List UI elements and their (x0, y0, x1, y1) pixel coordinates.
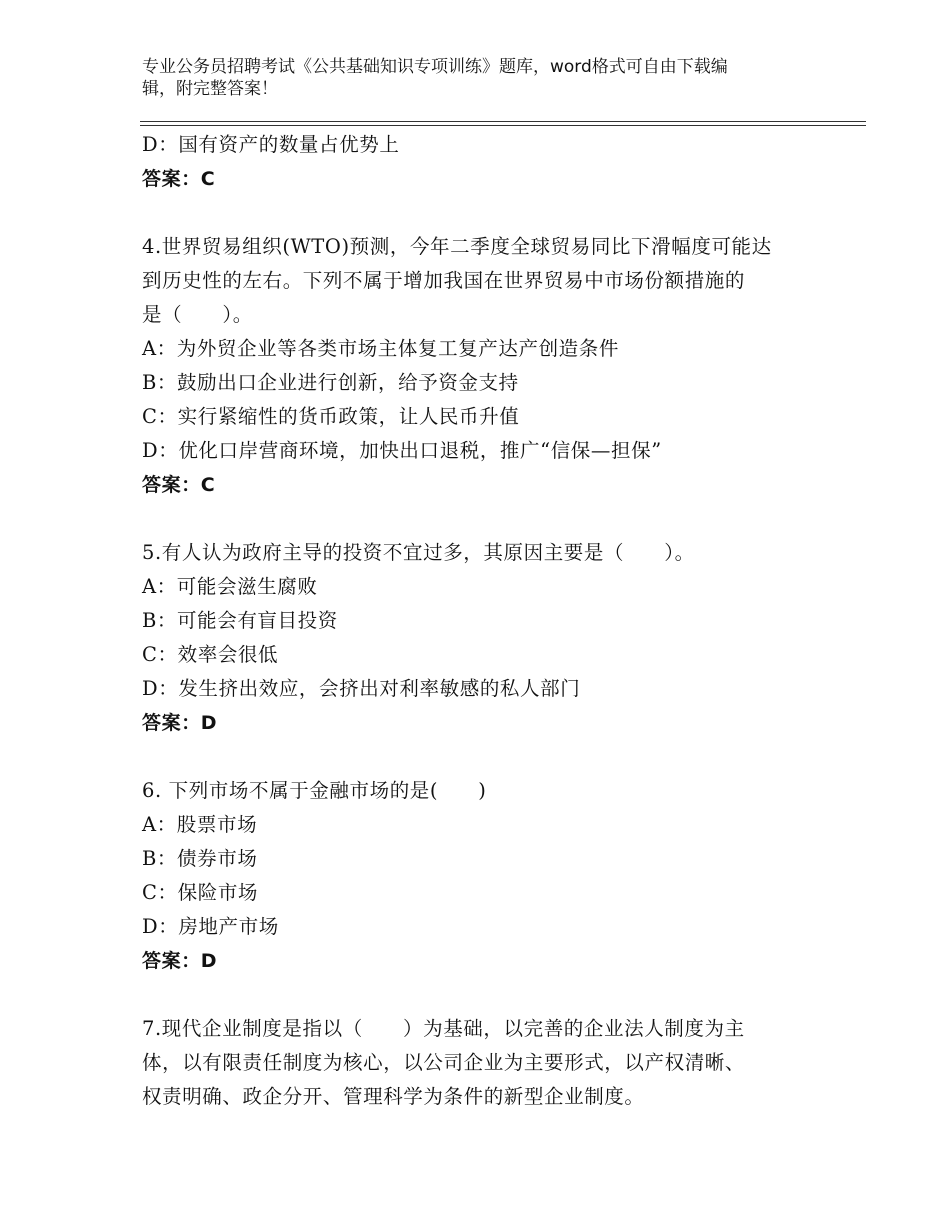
question-6-answer: 答案：D (142, 950, 218, 972)
spacer (142, 196, 822, 230)
header-divider (140, 121, 866, 126)
question-4-option-c: C：实行紧缩性的货币政策，让人民币升值 (142, 405, 520, 428)
question-4 (142, 230, 822, 502)
question-5 (142, 536, 822, 740)
question-5-option-c: C：效率会很低 (142, 643, 279, 666)
header-line-1: 专业公务员招聘考试《公共基础知识专项训练》题库，word格式可自由下载编 (142, 57, 728, 77)
question-4-stem-line-1: 4.世界贸易组织(WTO)预测，今年二季度全球贸易同比下滑幅度可能达 (142, 235, 772, 258)
question-4-stem-line-3: 是（ ）。 (142, 303, 253, 326)
question-7-stem-line-3: 权责明确、政企分开、管理科学为条件的新型企业制度。 (142, 1085, 645, 1108)
question-6-option-a: A：股票市场 (142, 813, 258, 836)
spacer (142, 978, 822, 1012)
page-header (142, 56, 792, 100)
question-6-option-b: B：债券市场 (142, 847, 258, 870)
question-7 (142, 1012, 822, 1114)
question-list (142, 128, 822, 1114)
spacer (142, 740, 822, 774)
question-5-option-d: D：发生挤出效应，会挤出对利率敏感的私人部门 (142, 677, 581, 700)
question-6-option-d: D：房地产市场 (142, 915, 279, 938)
question-5-option-b: B：可能会有盲目投资 (142, 609, 338, 632)
question-4-answer: 答案：C (142, 474, 216, 496)
question-3-answer: 答案：C (142, 168, 216, 190)
question-6 (142, 774, 822, 978)
question-4-option-d: D：优化口岸营商环境，加快出口退税，推广“信保—担保” (142, 439, 662, 462)
question-3-option-d: D：国有资产的数量占优势上 (142, 133, 400, 156)
question-5-answer: 答案：D (142, 712, 218, 734)
question-6-option-c: C：保险市场 (142, 881, 259, 904)
question-7-stem-line-1: 7.现代企业制度是指以（ ）为基础，以完善的企业法人制度为主 (142, 1017, 745, 1040)
question-7-stem-line-2: 体，以有限责任制度为核心，以公司企业为主要形式，以产权清晰、 (142, 1051, 746, 1074)
question-4-stem-line-2: 到历史性的左右。下列不属于增加我国在世界贸易中市场份额措施的 (142, 269, 746, 292)
question-4-option-b: B：鼓励出口企业进行创新，给予资金支持 (142, 371, 519, 394)
question-3 (142, 128, 822, 196)
question-4-option-a: A：为外贸企业等各类市场主体复工复产达产创造条件 (142, 337, 619, 360)
question-5-option-a: A：可能会滋生腐败 (142, 575, 318, 598)
spacer (142, 502, 822, 536)
question-5-stem: 5.有人认为政府主导的投资不宜过多，其原因主要是（ ）。 (142, 541, 695, 564)
header-line-2: 辑，附完整答案！ (142, 79, 278, 99)
question-6-stem: 6. 下列市场不属于金融市场的是( ) (142, 779, 487, 802)
